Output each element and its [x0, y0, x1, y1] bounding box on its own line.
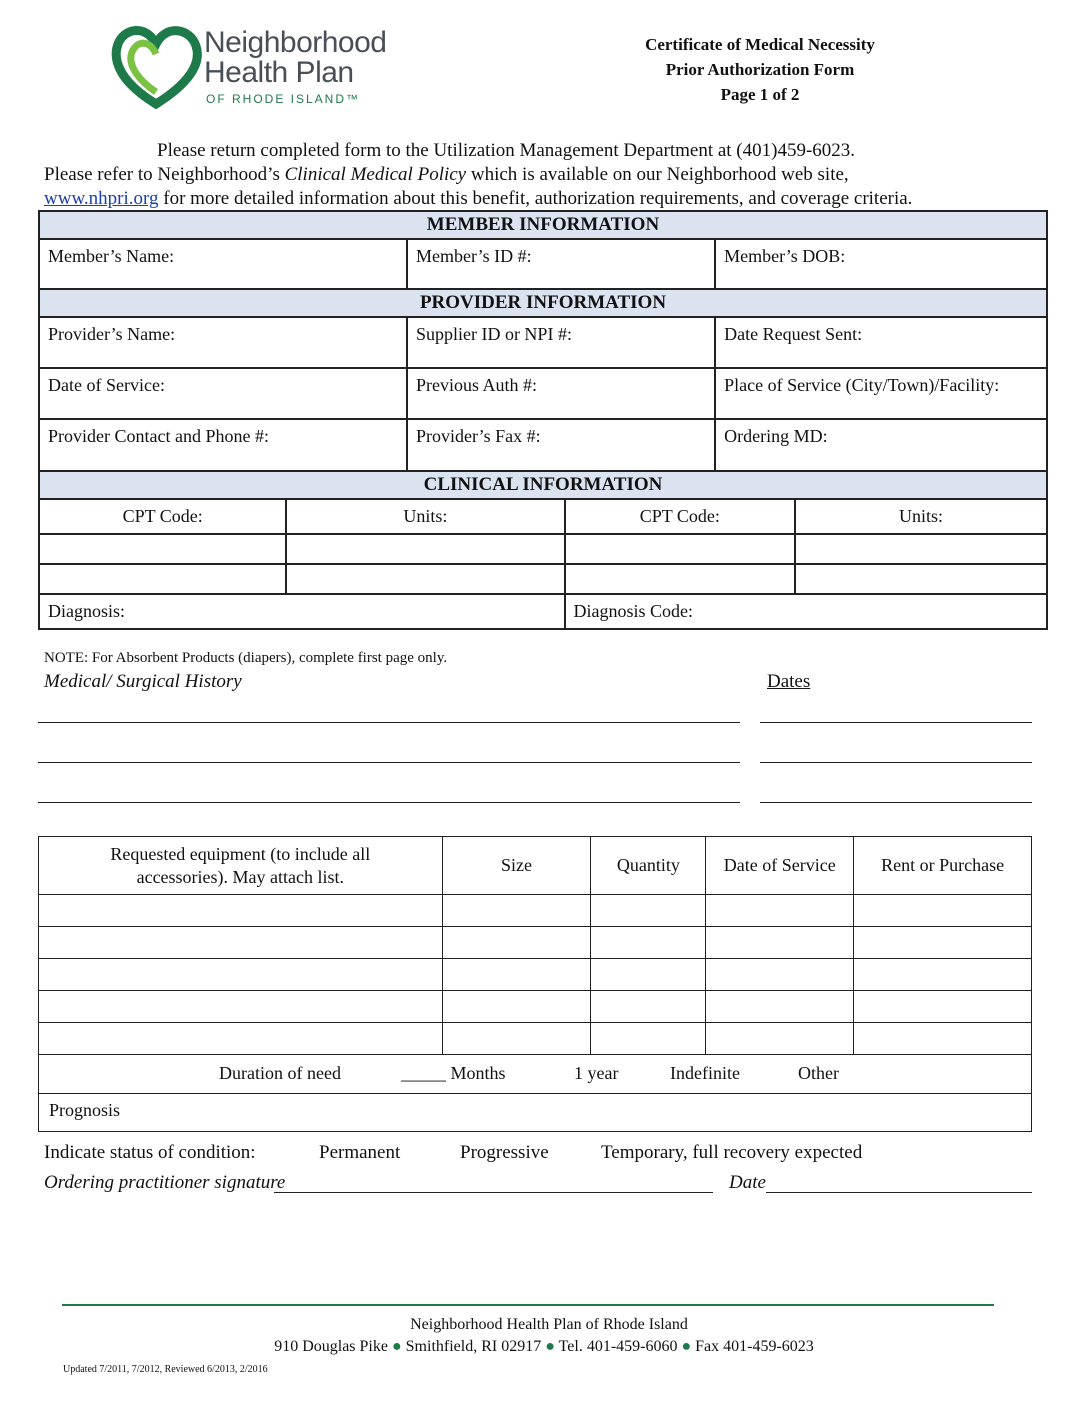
provider-name-field[interactable]: Provider’s Name: [39, 317, 407, 368]
logo-line-1: Neighborhood [204, 26, 387, 59]
rent-purchase-cell[interactable] [854, 927, 1032, 959]
info-table [38, 210, 1048, 630]
clinical-policy-text: Clinical Medical Policy [284, 164, 467, 185]
bullet-icon: ● [391, 1338, 402, 1355]
form-title: Certificate of Medical Necessity [645, 35, 875, 54]
member-dob-field[interactable]: Member’s DOB: [715, 239, 1047, 289]
provider-section-heading: PROVIDER INFORMATION [39, 289, 1047, 317]
duration-row [39, 1055, 1032, 1094]
medical-history-label: Medical/ Surgical History [44, 671, 242, 692]
history-line[interactable] [38, 722, 740, 723]
rent-purchase-col-header: Rent or Purchase [854, 837, 1032, 895]
footer-address: 910 Douglas Pike [274, 1338, 388, 1355]
signature-line[interactable] [274, 1192, 713, 1193]
supplier-id-field[interactable]: Supplier ID or NPI #: [407, 317, 715, 368]
footer-city: Smithfield, RI 02917 [405, 1338, 542, 1355]
footer-org: Neighborhood Health Plan of Rhode Island [410, 1316, 688, 1333]
intro-text: Please refer to Neighborhood’s [44, 164, 285, 185]
diagnosis-code-field[interactable]: Diagnosis Code: [565, 594, 1047, 629]
member-id-field[interactable]: Member’s ID #: [407, 239, 715, 289]
units-cell[interactable] [795, 564, 1047, 594]
units-cell[interactable] [286, 534, 564, 564]
footer-tel: Tel. 401-459-6060 [558, 1338, 678, 1355]
equipment-cell[interactable] [39, 991, 443, 1023]
equipment-col-header: Requested equipment (to include all accessories). May attach list. [39, 837, 443, 895]
diagnosis-field[interactable]: Diagnosis: [39, 594, 565, 629]
rent-purchase-cell[interactable] [854, 895, 1032, 927]
cpt-code-cell[interactable] [39, 534, 286, 564]
absorbent-note: NOTE: For Absorbent Products (diapers), complete first page only. [44, 650, 448, 666]
dates-label: Dates [767, 671, 811, 692]
provider-contact-field[interactable]: Provider Contact and Phone #: [39, 419, 407, 471]
equipment-cell[interactable] [39, 1023, 443, 1055]
rent-purchase-cell[interactable] [854, 959, 1032, 991]
page-number: Page 1 of 2 [720, 85, 800, 104]
member-name-field[interactable]: Member’s Name: [39, 239, 407, 289]
intro-line-3 [44, 187, 912, 211]
date-of-service-field[interactable]: Date of Service: [39, 368, 407, 419]
signature-label: Ordering practitioner signature [44, 1172, 286, 1193]
history-line[interactable] [38, 802, 740, 803]
units-header-2: Units: [795, 499, 1047, 534]
equipment-cell[interactable] [39, 927, 443, 959]
cpt-code-cell[interactable] [565, 534, 796, 564]
intro-line-1: Please return completed form to the Utilization Management Department at (401)459-6023. [157, 140, 856, 161]
date-of-service-col-header: Date of Service [706, 837, 854, 895]
cpt-code-header-1: CPT Code: [39, 499, 286, 534]
date-cell[interactable] [706, 927, 854, 959]
footer-updated: Updated 7/2011, 7/2012, Reviewed 6/2013, 2/2016 [63, 1364, 268, 1375]
bullet-icon: ● [545, 1338, 555, 1355]
history-line[interactable] [38, 762, 740, 763]
date-request-sent-field[interactable]: Date Request Sent: [715, 317, 1047, 368]
bullet-icon: ● [681, 1338, 692, 1355]
cpt-code-cell[interactable] [39, 564, 286, 594]
history-date-line[interactable] [760, 762, 1032, 763]
footer-divider [62, 1304, 994, 1306]
ordering-md-field[interactable]: Ordering MD: [715, 419, 1047, 471]
quantity-cell[interactable] [591, 991, 706, 1023]
rent-purchase-cell[interactable] [854, 1023, 1032, 1055]
date-cell[interactable] [706, 991, 854, 1023]
website-link[interactable]: www.nhpri.org [44, 188, 159, 209]
other-option[interactable]: Other [798, 1063, 839, 1083]
equipment-table [38, 836, 1032, 1132]
footer-fax: Fax 401-459-6023 [695, 1338, 814, 1355]
logo [110, 22, 410, 112]
prognosis-field[interactable]: Prognosis [39, 1094, 1032, 1132]
units-cell[interactable] [795, 534, 1047, 564]
intro-text-b: which is available on our Neighborhood web site, [466, 164, 849, 185]
history-date-line[interactable] [760, 802, 1032, 803]
logo-line-3: OF RHODE ISLAND™ [206, 92, 361, 106]
cpt-code-header-2: CPT Code: [565, 499, 796, 534]
signature-date-line[interactable] [766, 1192, 1032, 1193]
member-section-heading: MEMBER INFORMATION [39, 211, 1047, 239]
form-subtitle: Prior Authorization Form [665, 60, 855, 79]
months-option[interactable]: _____ Months [401, 1063, 506, 1083]
size-cell[interactable] [442, 1023, 591, 1055]
one-year-option[interactable]: 1 year [574, 1063, 619, 1083]
quantity-cell[interactable] [591, 895, 706, 927]
footer-address-line [0, 1338, 1088, 1356]
quantity-cell[interactable] [591, 927, 706, 959]
intro-text-c: for more detailed information about this benefit, authorization requirements, and coverage criteria. [158, 188, 913, 209]
duration-label: Duration of need [219, 1063, 341, 1083]
status-label: Indicate status of condition: [44, 1142, 256, 1163]
provider-fax-field[interactable]: Provider’s Fax #: [407, 419, 715, 471]
size-cell[interactable] [442, 991, 591, 1023]
quantity-col-header: Quantity [591, 837, 706, 895]
permanent-option[interactable]: Permanent [319, 1142, 401, 1163]
size-cell[interactable] [442, 927, 591, 959]
signature-date-label: Date [729, 1172, 766, 1193]
indefinite-option[interactable]: Indefinite [670, 1063, 740, 1083]
progressive-option[interactable]: Progressive [460, 1142, 549, 1163]
equipment-cell[interactable] [39, 959, 443, 991]
size-cell[interactable] [442, 959, 591, 991]
temporary-option[interactable]: Temporary, full recovery expected [601, 1142, 863, 1163]
date-cell[interactable] [706, 895, 854, 927]
previous-auth-field[interactable]: Previous Auth #: [407, 368, 715, 419]
quantity-cell[interactable] [591, 1023, 706, 1055]
date-cell[interactable] [706, 1023, 854, 1055]
intro-line-2 [44, 163, 849, 187]
place-of-service-field[interactable]: Place of Service (City/Town)/Facility: [715, 368, 1047, 419]
clinical-section-heading: CLINICAL INFORMATION [39, 471, 1047, 499]
history-date-line[interactable] [760, 722, 1032, 723]
size-cell[interactable] [442, 895, 591, 927]
size-col-header: Size [442, 837, 591, 895]
equipment-cell[interactable] [39, 895, 443, 927]
date-cell[interactable] [706, 959, 854, 991]
units-header-1: Units: [286, 499, 564, 534]
rent-purchase-cell[interactable] [854, 991, 1032, 1023]
cpt-code-cell[interactable] [565, 564, 796, 594]
logo-line-2: Health Plan [204, 56, 354, 89]
heart-logo-icon [110, 22, 202, 110]
quantity-cell[interactable] [591, 959, 706, 991]
units-cell[interactable] [286, 564, 564, 594]
